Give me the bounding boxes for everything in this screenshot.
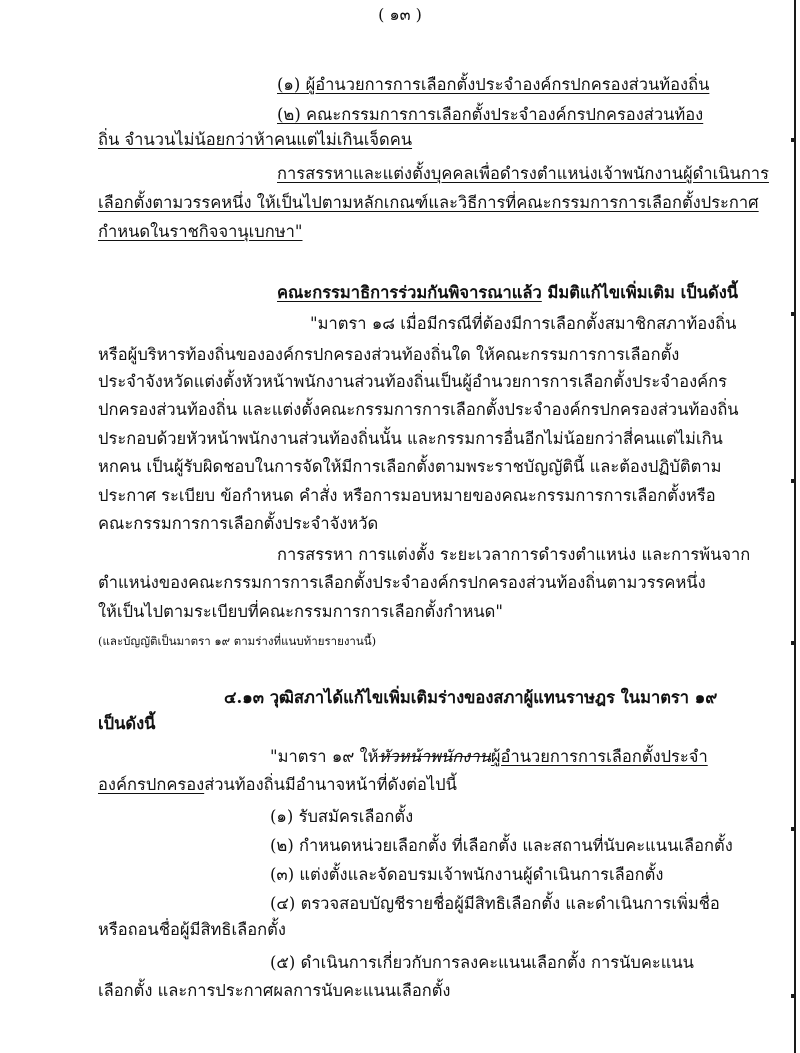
section-line: การสรรหา การแต่งตั้ง ระยะเวลาการดำรงตำแหน่ง และการพ้นจาก [277,545,751,564]
quote-line [270,746,708,768]
section-note: (และบัญญัติเป็นมาตรา ๑๙ ตามร่างที่แนบท้ายรายงานนี้) [98,634,377,648]
heading-underlined: คณะกรรมาธิการร่วมกันพิจารณาแล้ว [277,283,542,302]
section-heading [277,282,738,304]
scan-mark [791,312,795,316]
list-item-cont: หรือถอนชื่อผู้มีสิทธิเลือกตั้ง [98,920,286,939]
section-line: ให้เป็นไปตามระเบียบที่คณะกรรมการการเลือกตั้งกำหนด" [98,602,503,621]
section-line: ประกาศ ระเบียบ ข้อกำหนด คำสั่ง หรือการมอบหมายของคณะกรรมการการเลือกตั้งหรือ [98,486,716,505]
paragraph-line: เลือกตั้งตามวรรคหนึ่ง ให้เป็นไปตามหลักเกณฑ์และวิธีการที่คณะกรรมการการเลือกตั้งประกาศ [98,193,759,212]
list-item-2-cont: ถิ่น จำนวนไม่น้อยกว่าห้าคนแต่ไม่เกินเจ็ดคน [98,130,413,149]
section-heading-cont: เป็นดังนี้ [98,714,156,733]
section-line: ปกครองส่วนท้องถิ่น และแต่งตั้งคณะกรรมการการเลือกตั้งประจำองค์กรปกครองส่วนท้องถิ่น [98,400,739,419]
section-heading: ๔.๑๓ วุฒิสภาได้แก้ไขเพิ่มเติมร่างของสภาผู้แทนราษฎร ในมาตรา ๑๙ [224,688,718,707]
scan-mark [791,827,795,831]
section-line: ประกอบด้วยหัวหน้าพนักงานส่วนท้องถิ่นนั้น และกรรมการอื่นอีกไม่น้อยกว่าสี่คนแต่ไม่เกิน [98,429,723,448]
heading-rest: มีมติแก้ไขเพิ่มเติม เป็นดังนี้ [541,283,739,302]
scan-edge-line [794,0,796,1053]
quote-underlined: ผู้อำนวยการการเลือกตั้งประจำ [490,747,708,766]
section-line: หรือผู้บริหารท้องถิ่นขององค์กรปกครองส่วนท้องถิ่นใด ให้คณะกรรมการการเลือกตั้ง [98,345,680,364]
section-line: หกคน เป็นผู้รับผิดชอบในการจัดให้มีการเลือกตั้งตามพระราชบัญญัตินี้ และต้องปฏิบัติตาม [98,457,722,476]
struck-text: หัวหน้าพนักงาน [378,747,491,766]
section-line: "มาตรา ๑๘ เมื่อมีกรณีที่ต้องมีการเลือกตั้งสมาชิกสภาท้องถิ่น [310,314,737,333]
section-line: ประจำจังหวัดแต่งตั้งหัวหน้าพนักงานส่วนท้องถิ่นเป็นผู้อำนวยการการเลือกตั้งประจำองค์กร [98,372,728,391]
quote-underlined: องค์กรปกครอง [98,775,205,794]
scan-mark [791,138,795,142]
list-item: (๔) ตรวจสอบบัญชีรายชื่อผู้มีสิทธิเลือกตั้ง และดำเนินการเพิ่มชื่อ [270,894,720,913]
paragraph-line: การสรรหาและแต่งตั้งบุคคลเพื่อดำรงตำแหน่งเจ้าพนักงานผู้ดำเนินการ [277,164,769,183]
scan-mark [791,479,795,483]
section-line: ตำแหน่งของคณะกรรมการการเลือกตั้งประจำองค์กรปกครองส่วนท้องถิ่นตามวรรคหนึ่ง [98,573,706,592]
list-item-cont: เลือกตั้ง และการประกาศผลการนับคะแนนเลือกตั้ง [98,981,451,1000]
quote-rest: ส่วนท้องถิ่นมีอำนาจหน้าที่ดังต่อไปนี้ [204,775,457,794]
quote-line [98,774,457,796]
scan-mark [791,994,795,998]
list-item-1: (๑) ผู้อำนวยการการเลือกตั้งประจำองค์กรปกครองส่วนท้องถิ่น [277,75,710,94]
scan-mark [791,641,795,645]
page-number: ( ๑๓ ) [378,5,422,24]
list-item: (๒) กำหนดหน่วยเลือกตั้ง ที่เลือกตั้ง และสถานที่นับคะแนนเลือกตั้ง [270,836,733,855]
section-line: คณะกรรมการการเลือกตั้งประจำจังหวัด [98,514,379,533]
list-item: (๕) ดำเนินการเกี่ยวกับการลงคะแนนเลือกตั้ง การนับคะแนน [270,953,694,972]
list-item: (๑) รับสมัครเลือกตั้ง [270,807,414,826]
list-item: (๓) แต่งตั้งและจัดอบรมเจ้าพนักงานผู้ดำเนินการเลือกตั้ง [270,865,664,884]
quote-start: "มาตรา ๑๙ ให้ [270,747,379,766]
paragraph-line: กำหนดในราชกิจจานุเบกษา" [98,222,303,241]
list-item-2: (๒) คณะกรรมการการเลือกตั้งประจำองค์กรปกครองส่วนท้อง [277,105,704,124]
